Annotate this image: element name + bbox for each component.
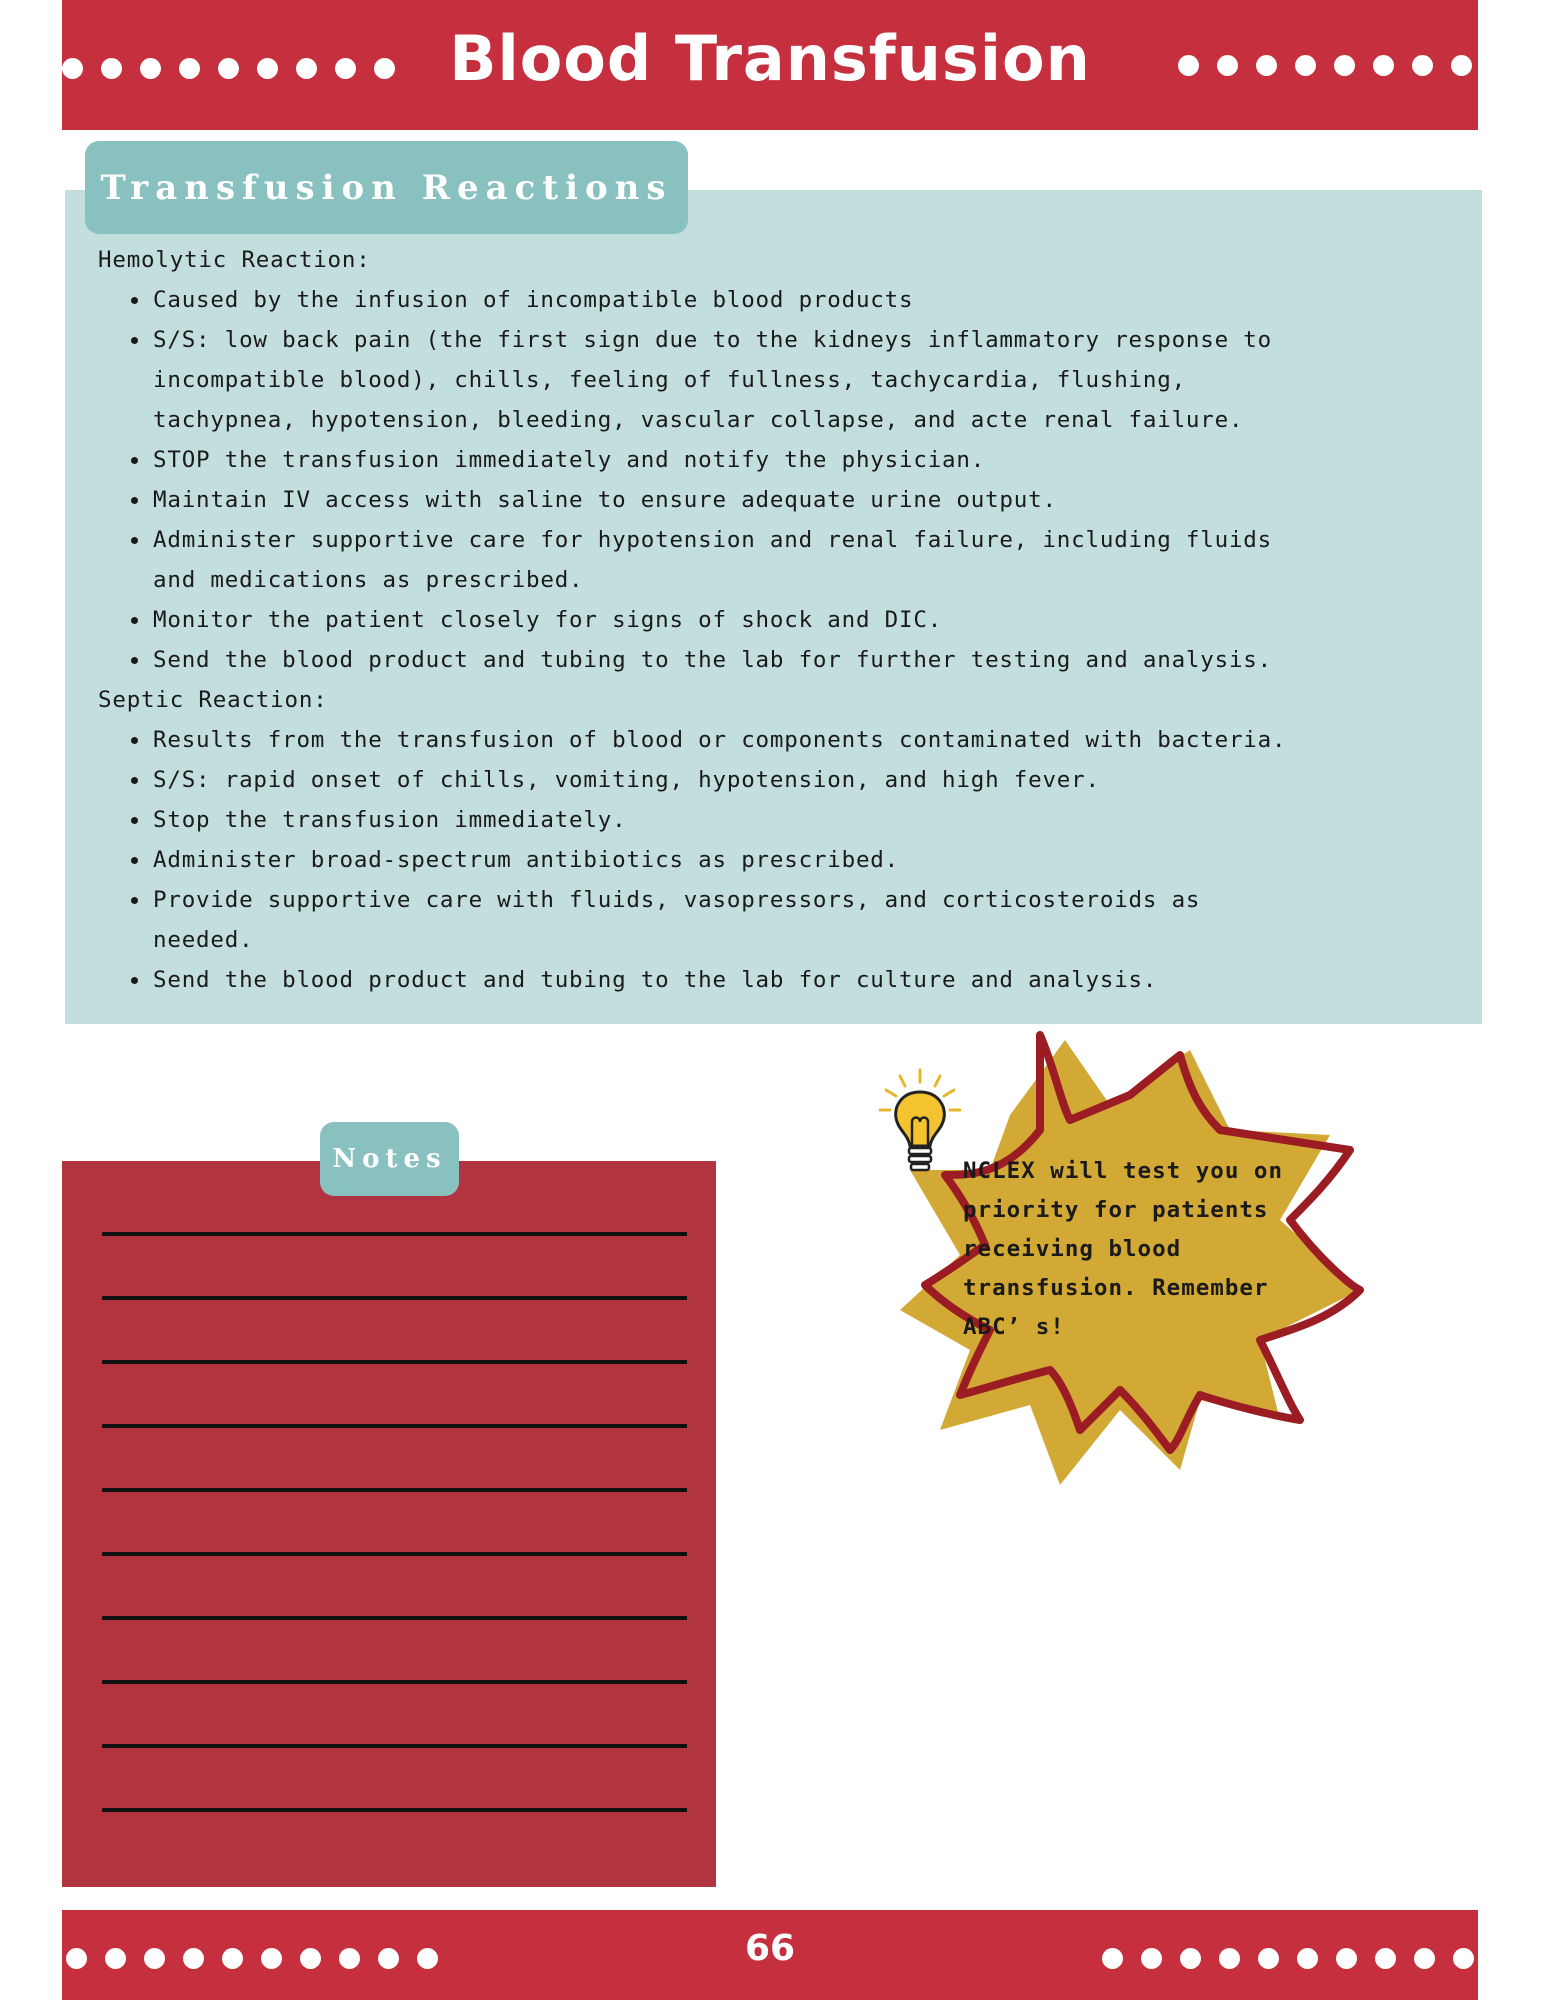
note-line: [102, 1552, 687, 1556]
footer-dots-right: [1102, 1948, 1474, 1969]
notes-box: [62, 1161, 716, 1887]
lightbulb-icon: [872, 1062, 972, 1192]
list-item: Administer broad-spectrum antibiotics as prescribed.: [153, 840, 1313, 880]
list-item: Monitor the patient closely for signs of shock and DIC.: [153, 600, 1313, 640]
list-item: Stop the transfusion immediately.: [153, 800, 1313, 840]
list-item: Send the blood product and tubing to the lab for further testing and analysis.: [153, 640, 1313, 680]
list-item: S/S: low back pain (the first sign due to the kidneys inflammatory response to incompatible blood), chills, feeling of fullness, tachycardia, flushing, tachypnea, hypotension, bleeding, vascular collapse, and acte renal failure.: [153, 320, 1313, 440]
list-item: STOP the transfusion immediately and notify the physician.: [153, 440, 1313, 480]
list-item: Maintain IV access with saline to ensure adequate urine output.: [153, 480, 1313, 520]
list-item: Provide supportive care with fluids, vasopressors, and corticosteroids as needed.: [153, 880, 1313, 960]
note-line: [102, 1680, 687, 1684]
list-item: Send the blood product and tubing to the lab for culture and analysis.: [153, 960, 1313, 1000]
list-item: Caused by the infusion of incompatible blood products: [153, 280, 1313, 320]
page-number: 66: [744, 1928, 796, 1969]
septic-heading: Septic Reaction:: [98, 687, 328, 713]
note-line: [102, 1744, 687, 1748]
note-line: [102, 1424, 687, 1428]
list-item: S/S: rapid onset of chills, vomiting, hypotension, and high fever.: [153, 760, 1313, 800]
nclex-tip-text: NCLEX will test you on priority for patients receiving blood transfusion. Remember ABC’ s!: [963, 1158, 1284, 1340]
note-line: [102, 1232, 687, 1236]
header-band: [62, 0, 1478, 130]
footer-band: [62, 1910, 1478, 2000]
note-line: [102, 1360, 687, 1364]
reactions-content: [98, 240, 1313, 1000]
note-line: [102, 1296, 687, 1300]
list-item: Administer supportive care for hypotension and renal failure, including fluids and medications as prescribed.: [153, 520, 1313, 600]
section-tab-transfusion-reactions: Transfusion Reactions: [85, 141, 688, 234]
note-line: [102, 1808, 687, 1812]
page-title: Blood Transfusion: [449, 22, 1091, 95]
septic-list: [98, 720, 1313, 1000]
note-line: [102, 1616, 687, 1620]
notes-tab: Notes: [320, 1122, 459, 1196]
list-item: Results from the transfusion of blood or components contaminated with bacteria.: [153, 720, 1313, 760]
header-dots-right: [1178, 55, 1472, 76]
hemolytic-heading: Hemolytic Reaction:: [98, 247, 371, 273]
hemolytic-list: [98, 280, 1313, 680]
note-line: [102, 1488, 687, 1492]
